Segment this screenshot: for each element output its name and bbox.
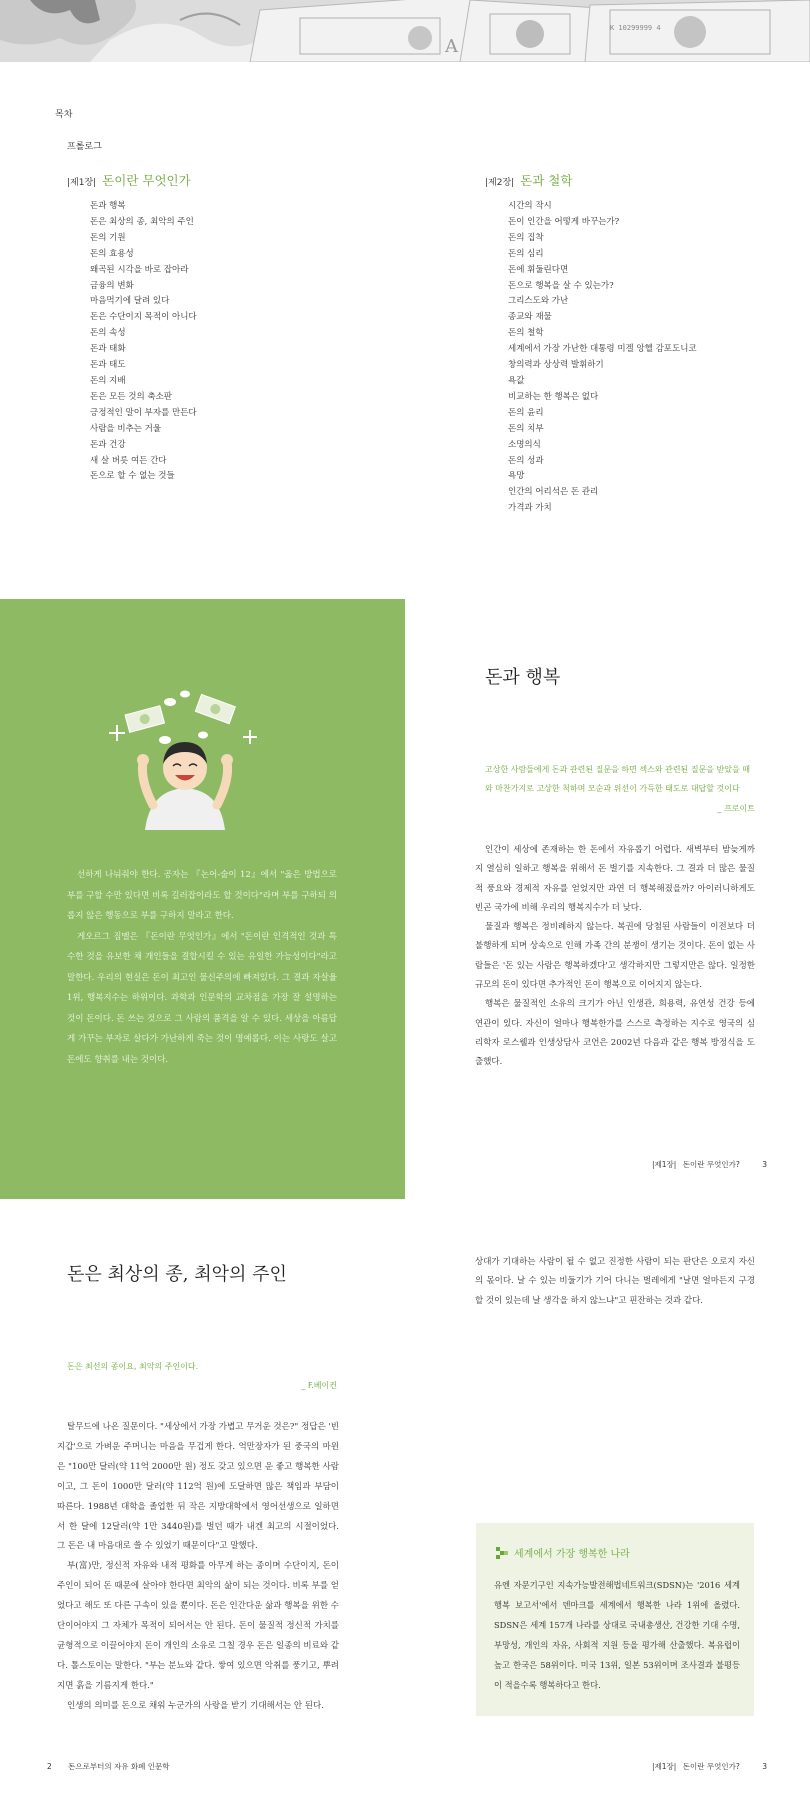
toc-item[interactable]: 종교와 재물 [508, 312, 552, 323]
toc-item[interactable]: 돈은 수단이지 목적이 아니다 [90, 312, 197, 323]
svg-text:K 10299999 4: K 10299999 4 [610, 24, 661, 32]
toc-item[interactable]: 왜곡된 시각을 바로 잡아라 [90, 264, 189, 275]
section-title-best-servant: 돈은 최상의 종, 최악의 주인 [67, 1264, 287, 1285]
toc-item[interactable]: 돈과 건강 [90, 439, 126, 450]
toc-item[interactable]: 그리스도와 가난 [508, 296, 569, 307]
epigraph-quote: 고상한 사람들에게 돈과 관련된 질문을 하면 섹스와 관련된 질문을 받았을 때와 마찬가지로 고상한 척하며 모순과 위선이 가득한 태도로 대답할 것이다 [485, 765, 750, 793]
footer-chapter-title: 돈이란 무엇인가? [682, 1160, 740, 1169]
toc-item[interactable]: 시간의 작시 [508, 201, 552, 211]
footer-chapter-tag: |제1장| [652, 1762, 677, 1771]
chapter1-title: 돈이란 무엇인가 [102, 173, 191, 188]
toc-item[interactable]: 돈은 모든 것의 축소판 [90, 391, 173, 402]
page3-body-text [475, 841, 755, 1073]
green-panel-text [67, 865, 337, 1070]
toc-item[interactable]: 돈과 행복 [90, 201, 126, 211]
body-paragraph: 부(富)만, 정신적 자유와 내적 평화를 아무게 하는 종이며 수단이지, 돈이 주인이 되어 돈 때문에 살아야 한다면 최악의 삶이 되는 것이다. 비록 부를 얻었다고 해도 또 다른 구속이 있을 뿐이다. 돈은 인간다운 삶과 행복을 위한 수단이어야지 그 자체가 목적이 되어서는 안 된다. 돈이 물질적 정신적 가치를 균형적으로 이끌어야지 돈이 개인의 소유로 그칠 경우 돈은 일종의 비료와 같다. 톨스토이는 말한다. "부는 분뇨와 같다. 쌓여 있으면 악취를 풍기고, 뿌려지면 흙을 기름지게 한다." [57, 1561, 339, 1691]
toc-item[interactable]: 새 살 버릇 여든 간다 [90, 455, 167, 466]
footer-book-title: 돈으로부터의 자유 화폐 인문학 [68, 1762, 170, 1771]
toc-item[interactable]: 돈은 최상의 종, 최악의 주인 [90, 216, 194, 227]
toc-item[interactable]: 인간의 어리석은 돈 관리 [508, 487, 599, 498]
chapter1-tag: |제1장| [67, 178, 97, 188]
toc-item[interactable]: 세계에서 가장 가난한 대통령 미겔 앙헬 감포도니코 [508, 344, 697, 355]
toc-item[interactable]: 금융의 변화 [90, 280, 134, 291]
footer-chapter-title: 돈이란 무엇인가? [682, 1762, 740, 1771]
toc-item[interactable]: 돈의 윤리 [508, 407, 544, 418]
section-title-money-happiness: 돈과 행복 [485, 667, 561, 688]
page2-body-text [57, 1418, 339, 1717]
green-paragraph: 게오르그 짐멜은 『돈이란 무엇인가』에서 "돈이란 인격적인 것과 특수한 것을 유보한 채 개인들을 결합시킬 수 있는 유일한 가능성이다"라고 말한다. 우리의 현실은 돈이 최고인 물신주의에 빠져있다. 그 결과 자살율 1위, 행복지수는 하위이다. 과학과 인문학의 교차점을 가장 잘 설명하는 것이 돈이다. 돈 쓰는 것으로 그 사람의 품격을 알 수 있다. 세상을 아름답게 가꾸는 부자로 살다가 가난하게 죽는 것이 명예롭다. 이는 사랑도 살고 돈에도 향취를 내는 것이다. [67, 931, 337, 1065]
toc-item[interactable]: 비교하는 한 행복은 없다 [508, 391, 599, 402]
svg-text:A: A [445, 36, 458, 57]
toc-item[interactable]: 사람을 비추는 거울 [90, 423, 162, 434]
toc-item[interactable]: 돈의 속성 [90, 328, 126, 339]
toc-item[interactable]: 돈으로 행복을 살 수 있는가? [508, 280, 614, 291]
toc-item[interactable]: 돈이 인간을 어떻게 바꾸는가? [508, 216, 620, 227]
toc-item[interactable]: 돈과 태도 [90, 360, 126, 371]
pixel-bullet-icon [496, 1547, 508, 1559]
page2-right-text [475, 1253, 755, 1311]
chapter2-title: 돈과 철학 [520, 173, 573, 188]
toc-item[interactable]: 돈에 휘둘린다면 [508, 264, 569, 275]
toc-item[interactable]: 돈의 집착 [508, 232, 544, 243]
toc-item[interactable]: 돈의 철학 [508, 328, 544, 339]
toc-item[interactable]: 돈의 성과 [508, 455, 544, 466]
body-paragraph: 물질과 행복은 정비례하지 않는다. 복권에 당첨된 사람들이 이전보다 더 불행하게 되며 상속으로 인해 가족 간의 분쟁이 생기는 것이다. 돈이 없는 사람들은 '돈 있는 사람은 행복하겠다'고 생각하지만 그렇지만은 않다. 일정한 규모의 돈이 있다면 추가적인 돈이 행복으로 이어지지 않는다. [475, 922, 755, 991]
page3-footer [652, 1159, 767, 1170]
body-paragraph: 행복은 물질적인 소유의 크기가 아닌 인생관, 희용력, 유연성 건강 등에 연관이 있다. 자신이 얼마나 행복한가를 스스로 측정하는 지수로 영국의 심리학자 로스웰과 인생상담사 코언은 2002년 다음과 같은 행복 방정식을 도출했다. [475, 999, 755, 1068]
page2-footer-left [47, 1761, 170, 1772]
toc-item[interactable]: 긍정적인 말이 부자를 만든다 [90, 407, 197, 418]
money-banner-image [0, 0, 810, 62]
toc-item[interactable]: 마음먹기에 달려 있다 [90, 296, 170, 307]
info-box-title [496, 1545, 630, 1560]
toc-item[interactable]: 돈의 심리 [508, 248, 544, 259]
footer-chapter-tag: |제1장| [652, 1160, 677, 1169]
footer-page-number: 2 [47, 1762, 52, 1771]
body-paragraph: 인생의 의미를 돈으로 채워 누군가의 사랑을 받기 기대해서는 안 된다. [67, 1700, 324, 1711]
toc-chapter1-heading[interactable] [67, 171, 191, 189]
toc-item[interactable]: 돈의 효용성 [90, 248, 134, 259]
info-box-title-text: 세계에서 가장 행복한 나라 [514, 1549, 630, 1560]
toc-prologue[interactable]: 프롤로그 [67, 142, 102, 152]
footer-page-number: 3 [762, 1160, 767, 1169]
page2-footer-right [652, 1761, 767, 1772]
epigraph-source: _ F.베이컨 [301, 1381, 337, 1390]
footer-page-number: 3 [762, 1762, 767, 1771]
toc-item[interactable]: 돈의 지배 [90, 375, 126, 386]
body-paragraph: 탈무드에 나온 질문이다. "세상에서 가장 가볍고 무거운 것은?" 정답은 '빈 지갑'으로 가벼운 주머니는 마음을 무겁게 한다. 억만장자가 된 중국의 마윈은 "100만 달러(약 11억 2000만 원) 정도 갖고 있으면 운 좋고 행복한 사람이고, 그 돈이 1000만 달러(약 112억 원)에 도달하면 많은 책임과 부담이 따른다. 1988년 대학을 졸업한 뒤 작은 지방대학에서 영어선생으로 일하면서 한 달에 12달러(약 1만 3440원)를 벌던 때가 내겐 최고의 시절이었다. 그 돈은 내 마음대로 쓸 수 있었기 때문이다"고 말했다. [57, 1422, 339, 1552]
toc-chapter2-heading[interactable] [485, 171, 572, 189]
toc-item[interactable]: 욕값 [508, 375, 525, 386]
body-paragraph: 인간이 세상에 존재하는 한 돈에서 자유롭기 어렵다. 새벽부터 밤늦게까지 열심히 일하고 행복을 위해서 돈 벌기를 지속한다. 그 결과 더 많은 물질적 풍요와 경제적 자유를 얻었지만 과연 더 행복해졌을까? 아이러니하게도 빈곤 국가에 비해 우리의 행복지수가 더 낮다. [475, 845, 755, 913]
green-paragraph: 선하게 나눠줘야 한다. 공자는 『논어-술이 12』에서 "옳은 방법으로 부를 구할 수만 있다면 비록 길러잡이라도 할 것이다"라며 부를 구하되 의롭지 않은 행동으로 부를 구하지 말라고 한다. [67, 870, 337, 921]
toc-item[interactable]: 돈의 기원 [90, 232, 126, 243]
toc-item[interactable]: 돈의 치부 [508, 423, 544, 434]
toc-item[interactable]: 돈과 태화 [90, 344, 126, 355]
toc-label: 목차 [55, 110, 73, 120]
toc-item[interactable]: 소명의식 [508, 439, 541, 450]
toc-chapter1-list [90, 199, 197, 485]
epigraph-quote: 돈은 최선의 종이요, 최악의 주인이다. [67, 1362, 199, 1371]
chapter2-tag: |제2장| [485, 178, 515, 188]
toc-item[interactable]: 돈으로 할 수 없는 것들 [90, 471, 175, 482]
toc-item[interactable]: 가격과 가치 [508, 503, 552, 514]
body-paragraph: 상대가 기대하는 사람이 될 수 없고 진정한 사람이 되는 판단은 오로지 자신의 몫이다. 날 수 있는 비둘기가 기어 다니는 벌레에게 "날면 얼마든지 구경할 것이 있는데 날 생각을 하지 않느냐"고 핀잔하는 것과 같다. [475, 1257, 755, 1306]
toc-item[interactable]: 창의력과 상상력 발휘하기 [508, 360, 604, 371]
info-box-text: 유엔 자문기구인 지속가능발전해법네트워크(SDSN)는 '2016 세계 행복 보고서'에서 덴마크를 세계에서 행복한 나라 1위에 올렸다. SDSN은 세계 157개 나라를 상대로 국내총생산, 건강한 기대 수명, 부망성, 개인의 자유, 사회적 지원 등을 평가해 산출했다. 복유럽이 높고 한국은 58위이다. 미국 13위, 일본 53위이며 조사결과 불평등이 적을수록 행복하다고 한다. [494, 1580, 740, 1690]
epigraph-source: _ 프로이트 [717, 804, 755, 813]
toc-item[interactable]: 욕망 [508, 471, 525, 482]
happy-man-money-illustration [105, 680, 265, 840]
toc-chapter2-list [508, 199, 697, 517]
